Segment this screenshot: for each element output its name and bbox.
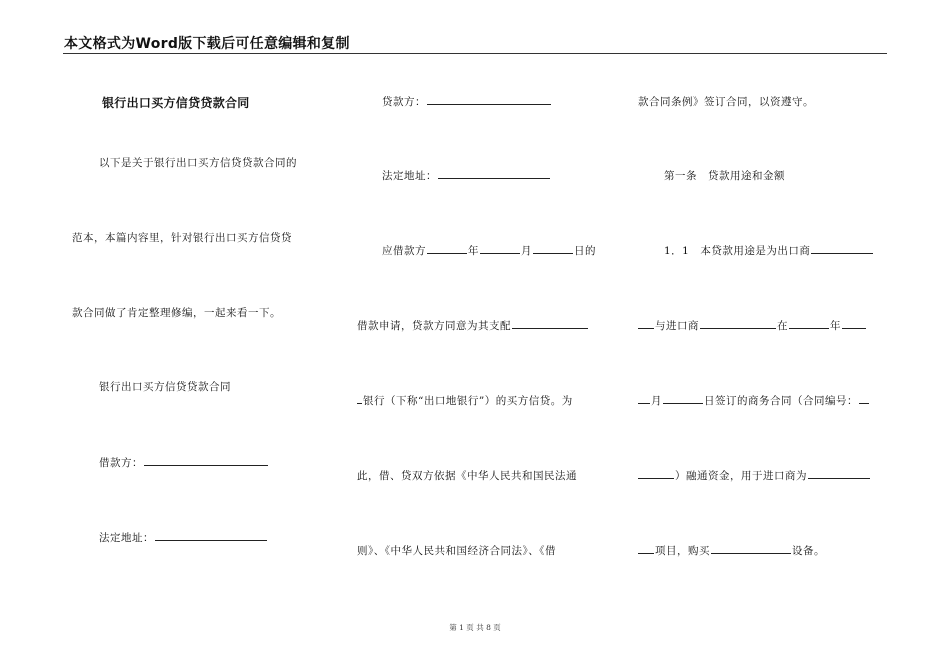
purpose-blank-continued [638,543,654,554]
borrower-address-label: 法定地址： [99,532,154,544]
apply-month-blank [480,243,520,254]
apply-day-blank [533,243,573,254]
bank-text: 银行（下称“出口地银行”）的买方信贷。为 [363,395,573,407]
application-date-row [382,243,596,258]
project-text: 项目，购买 [655,545,710,557]
apply-year-label: 年 [468,245,479,257]
contract-number-blank-continued [638,468,674,479]
borrower-row [99,455,269,470]
contract-day-blank [663,393,703,404]
bank-blank-continued [357,393,362,404]
lender-address-label: 法定地址： [382,170,437,182]
clause-1-1-row [664,243,874,258]
clause-1-1-text: 1．1 本贷款用途是为出口商 [664,245,811,257]
exporter-blank [811,243,873,254]
at-text: 在 [777,320,788,332]
lender-label: 贷款方： [382,96,426,108]
contract-month-blank-start [842,318,866,329]
equipment-text: 设备。 [792,545,825,557]
financing-row [638,468,871,483]
contract-year-label: 年 [830,320,841,332]
loan-consent-text: 借款申请，贷款方同意为其支配 [357,320,511,332]
apply-year-blank [427,243,467,254]
lender-address-row [382,168,551,183]
contract-year-blank [789,318,829,329]
importer-blank [700,318,776,329]
apply-day-label: 日的 [574,245,596,257]
document-header-title: 本文格式为Word版下载后可任意编辑和复制 [64,36,350,52]
apply-month-label: 月 [521,245,532,257]
lender-row [382,94,552,109]
borrower-address-row [99,530,268,545]
signed-contract-text: 日签订的商务合同（合同编号： [704,395,858,407]
column-2 [357,0,605,620]
contract-continuation: 款合同条例》签订合同，以资遵守。 [638,96,814,108]
column-3 [638,0,888,620]
borrower-address-blank [155,530,267,541]
column-1 [72,0,322,620]
project-row [638,543,825,558]
page-number: 第 1 页 共 8 页 [449,623,501,632]
bank-row [357,393,573,408]
purpose-blank [808,468,870,479]
contract-subtitle: 银行出口买方信贷贷款合同 [99,381,231,393]
law-line-1: 此，借、贷双方依据《中华人民共和国民法通 [357,470,577,482]
contract-month-blank [638,393,650,404]
borrower-label: 借款方： [99,457,143,469]
contract-date-row [638,393,870,408]
intro-line-2: 范本，本篇内容里，针对银行出口买方信贷贷 [72,232,292,244]
financing-text: ）融通资金，用于进口商为 [675,470,807,482]
article-1-heading: 第一条 贷款用途和金额 [664,170,785,182]
contract-month-label: 月 [651,395,662,407]
bank-blank [512,318,588,329]
exporter-blank-continued [638,318,654,329]
intro-line-1: 以下是关于银行出口买方信贷贷款合同的 [99,157,297,169]
importer-row [638,318,867,333]
borrower-blank [144,455,268,466]
lender-address-blank [438,168,550,179]
law-line-2: 则》、《中华人民共和国经济合同法》、《借 [357,545,556,557]
contract-title: 银行出口买方信贷贷款合同 [102,96,250,110]
equipment-blank [711,543,791,554]
intro-line-3: 款合同做了肯定整理修编，一起来看一下。 [72,307,281,319]
lender-blank [427,94,551,105]
loan-consent-row [357,318,589,333]
with-importer-text: 与进口商 [655,320,699,332]
contract-number-blank [859,393,869,404]
apply-text: 应借款方 [382,245,426,257]
